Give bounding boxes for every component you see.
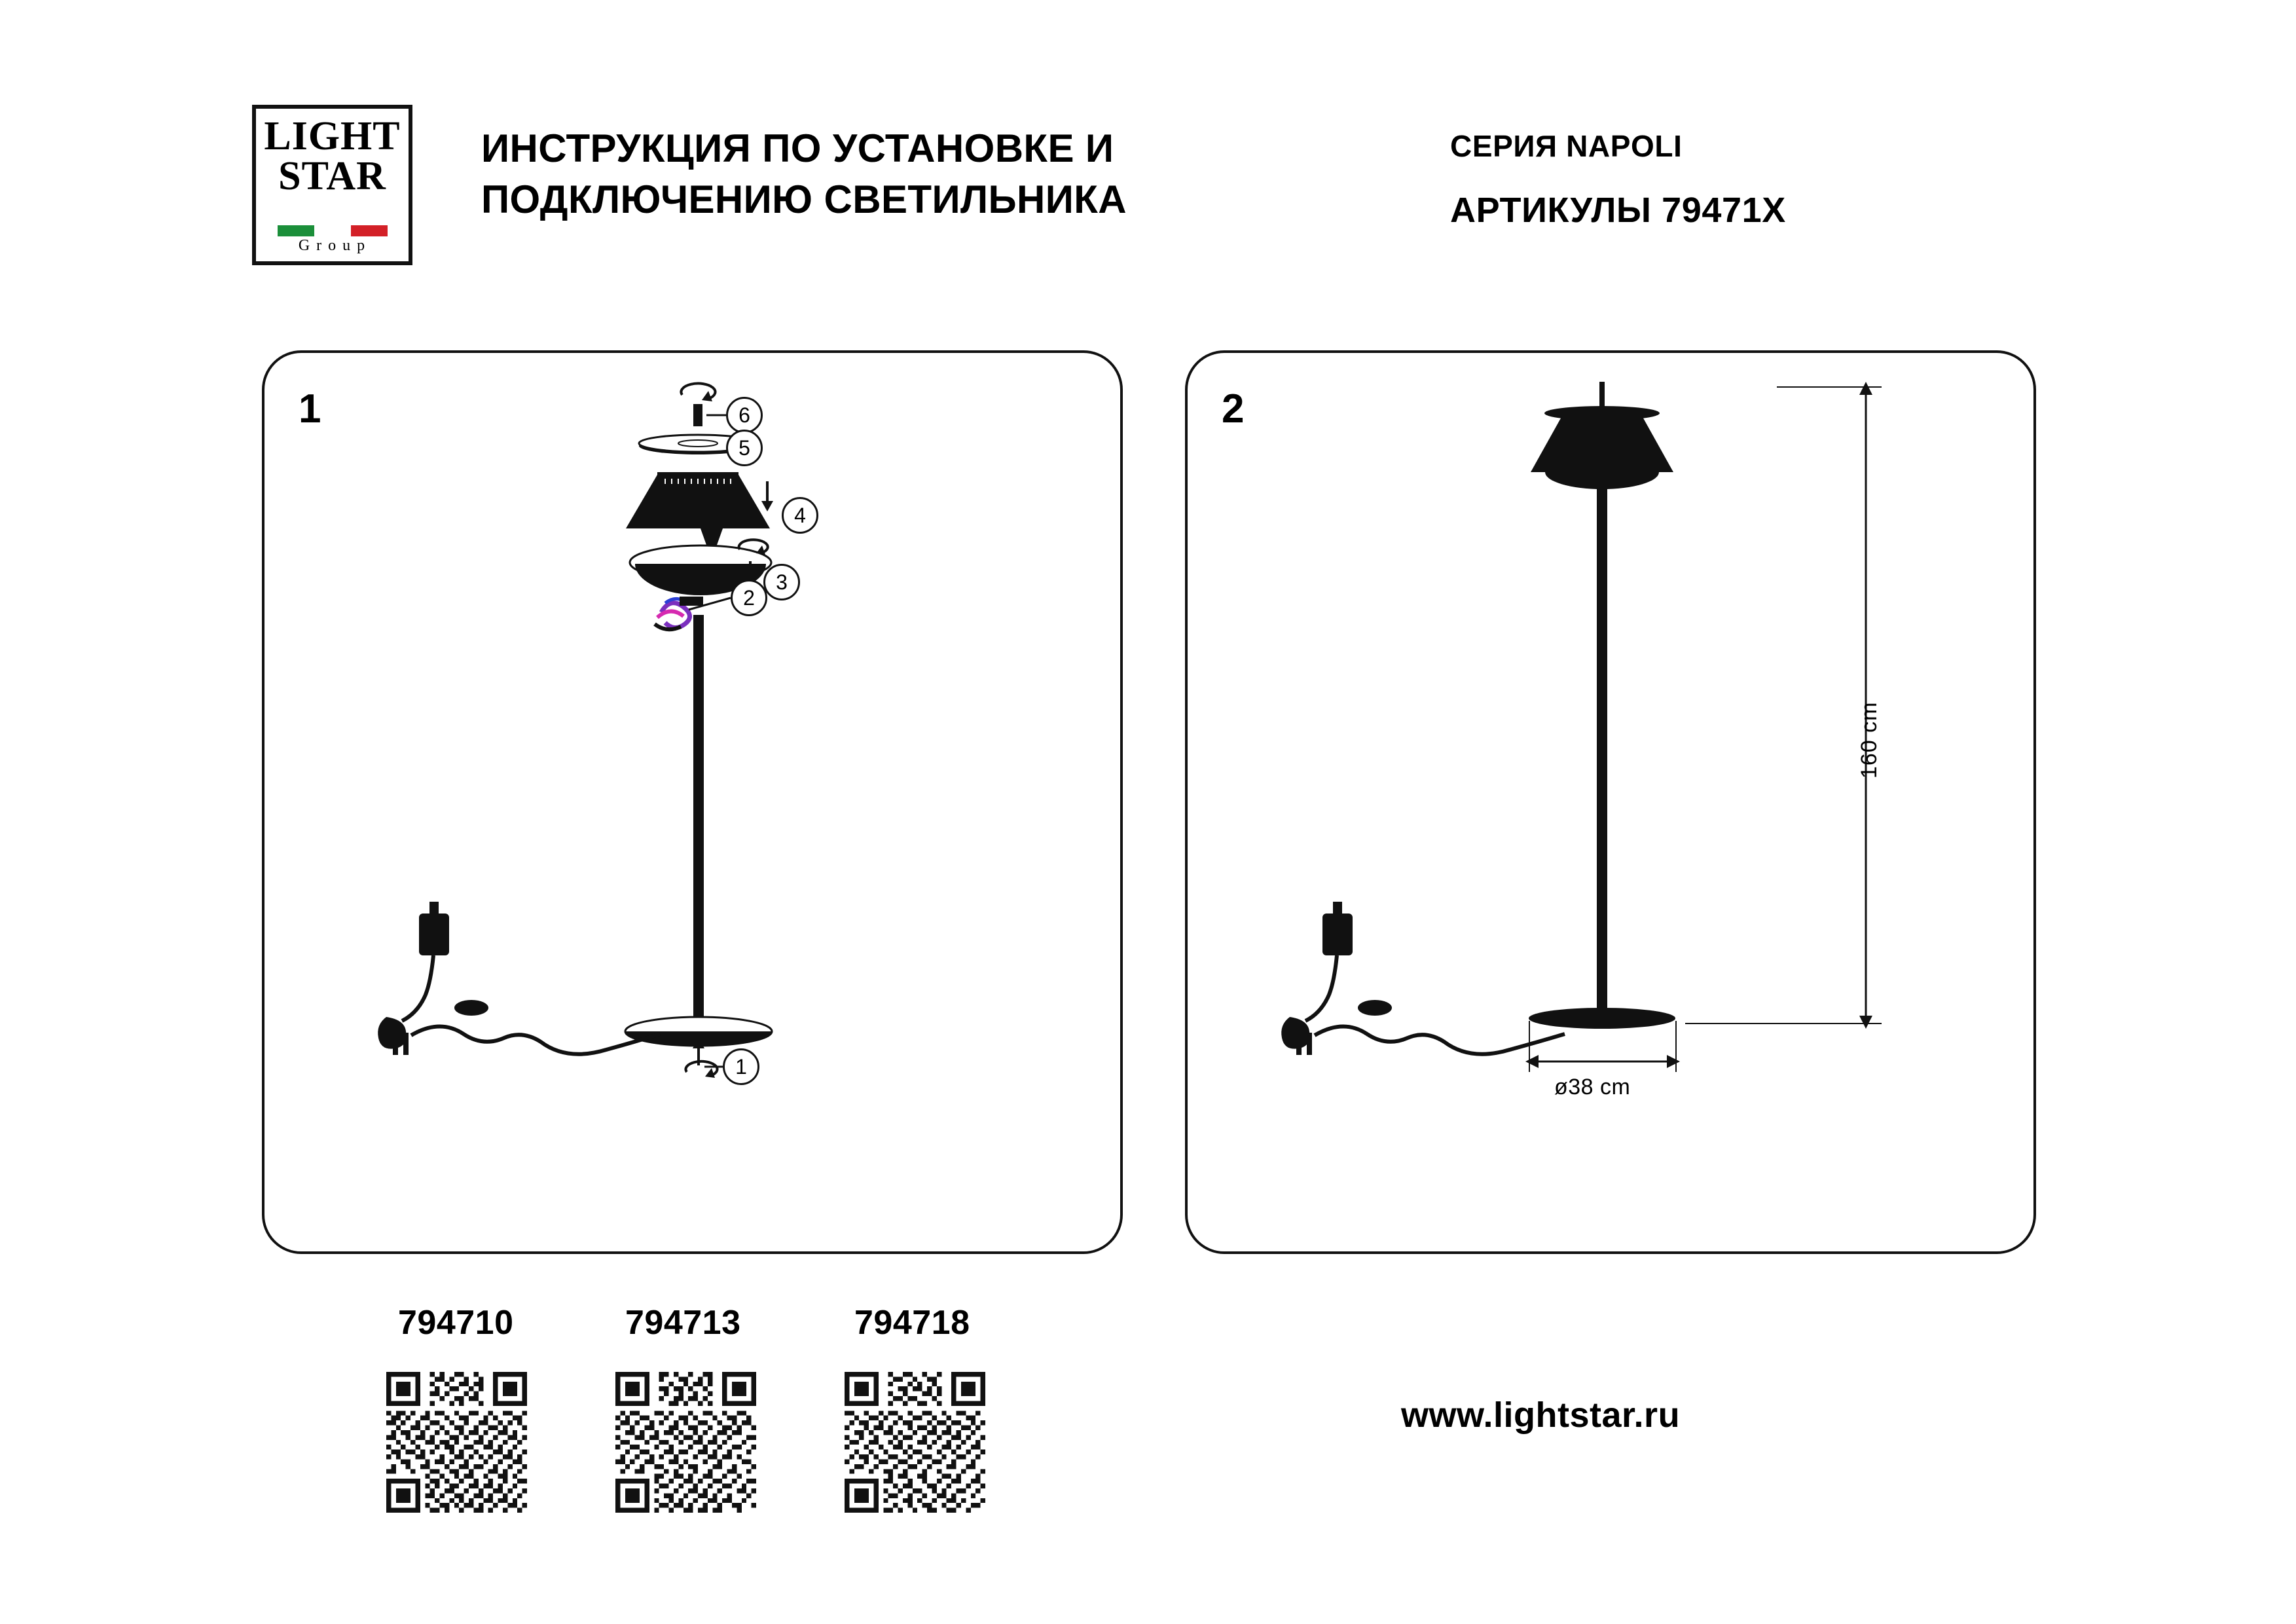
logo-line-2: STAR bbox=[278, 153, 386, 198]
page-title-line-2: ПОДКЛЮЧЕНИЮ СВЕТИЛЬНИКА bbox=[481, 177, 1127, 221]
product-code-794713: 794713 bbox=[625, 1304, 741, 1342]
qr-code-794710[interactable] bbox=[386, 1372, 527, 1513]
height-dimension-label: 160 cm bbox=[1857, 701, 1882, 779]
qr-code-794713[interactable] bbox=[615, 1372, 756, 1513]
articles-label: АРТИКУЛЫ 79471X bbox=[1450, 191, 1786, 230]
panel-number-1: 1 bbox=[299, 386, 321, 432]
diagram-panel-assembly bbox=[262, 350, 1123, 1254]
flag-green-stripe bbox=[278, 225, 314, 236]
italian-flag-icon bbox=[278, 225, 388, 236]
callout-4: 4 bbox=[782, 497, 818, 534]
part-stem bbox=[693, 615, 704, 1029]
callout-3: 3 bbox=[763, 564, 800, 600]
series-label: СЕРИЯ NAPOLI bbox=[1450, 129, 1683, 163]
product-code-794718: 794718 bbox=[854, 1304, 970, 1342]
assembled-lamp-drawing bbox=[1188, 353, 2039, 1257]
diagram-panel-dimensions bbox=[1185, 350, 2036, 1254]
website-url[interactable]: www.lightstar.ru bbox=[1401, 1395, 1681, 1435]
power-cable-assembly bbox=[378, 902, 660, 1055]
page-title-line-1: ИНСТРУКЦИЯ ПО УСТАНОВКЕ И bbox=[481, 126, 1114, 170]
flag-red-stripe bbox=[351, 225, 388, 236]
diameter-dimension-label: ø38 cm bbox=[1554, 1075, 1631, 1099]
logo-wordmark bbox=[256, 114, 409, 198]
assembly-exploded-drawing bbox=[264, 353, 1125, 1257]
part-4-shade bbox=[626, 472, 770, 547]
callout-1: 1 bbox=[723, 1048, 759, 1085]
page-header bbox=[0, 0, 2296, 308]
callout-5: 5 bbox=[726, 430, 763, 466]
part-6-finial bbox=[681, 384, 715, 426]
flag-white-stripe bbox=[314, 225, 351, 236]
callout-6: 6 bbox=[726, 397, 763, 434]
power-cable-assembly-2 bbox=[1281, 902, 1565, 1055]
logo-group-text: G r o u p bbox=[298, 237, 367, 254]
lightstar-logo bbox=[252, 105, 412, 265]
qr-code-794718[interactable] bbox=[845, 1372, 985, 1513]
product-code-794710: 794710 bbox=[398, 1304, 514, 1342]
logo-line-1: LIGHT bbox=[264, 114, 401, 158]
callout-2: 2 bbox=[731, 580, 767, 616]
panel-number-2: 2 bbox=[1222, 386, 1245, 432]
page-title bbox=[481, 123, 1411, 225]
